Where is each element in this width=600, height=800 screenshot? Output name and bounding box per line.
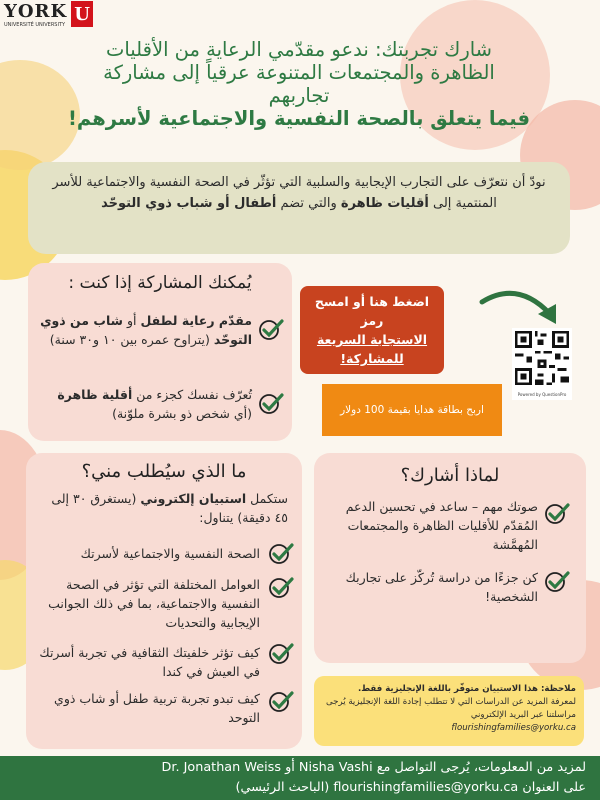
eligibility-bold: أقلية ظاهرة xyxy=(57,387,133,402)
eligibility-item xyxy=(38,311,252,349)
asks-text: ستكمل xyxy=(250,491,288,506)
eligibility-bold: مقدّم رعاية لطفل xyxy=(140,313,252,328)
contact-footer xyxy=(0,756,600,800)
why-item: كن جزءًا من دراسة تُركّز على تجاربك الشخصية! xyxy=(345,570,538,604)
why-heading: لماذا أشارك؟ xyxy=(400,465,500,486)
cta-line: رمز xyxy=(360,313,384,328)
language-note xyxy=(314,676,584,746)
intro-bold: أقليات ظاهرة xyxy=(340,196,429,211)
why-participate-card xyxy=(314,453,586,663)
intro-text: والتي تضم xyxy=(280,196,337,211)
page-title xyxy=(20,38,578,130)
check-icon xyxy=(258,393,284,415)
why-item: صوتك مهم – ساعد في تحسين الدعم المُقدّم للأقليات الظاهرة والمجتمعات المُهمَّشة xyxy=(345,499,538,552)
what-is-asked-card xyxy=(26,453,302,749)
eligibility-text: أو xyxy=(126,313,137,328)
arrow-icon xyxy=(478,284,568,334)
title-line: تجاربهم xyxy=(268,84,330,107)
asks-item: العوامل المختلفة التي تؤثر في الصحة النفسية والاجتماعية، بما في ذلك الجوانب الإيجابية والتحديات xyxy=(48,577,260,630)
qr-code-icon xyxy=(512,328,572,388)
logo-text: YORK xyxy=(4,0,68,22)
asks-intro xyxy=(36,489,288,527)
cta-line: الاستجابة السريعة xyxy=(316,332,428,347)
eligibility-card xyxy=(28,263,292,441)
asks-bold: استبيان إلكتروني xyxy=(140,491,247,506)
intro-text: نودّ أن نتعرّف على التجارب الإيجابية والسلبية التي تؤثّر في الصحة النفسية والاجتماعية للأسر المنتمية إلى xyxy=(52,175,546,211)
title-line: شارك تجربتك: ندعو مقدّمي الرعاية من الأقليات xyxy=(105,38,493,61)
eligibility-text: (يتراوح عمره بين ١٠ و٣٠ سنة) xyxy=(49,332,210,347)
eligibility-bold: شاب من ذوي التوحّد xyxy=(40,313,252,347)
title-line: فيما يتعلق بالصحة النفسية والاجتماعية لأسرهم! xyxy=(68,107,530,130)
note-text: لمعرفة المزيد عن الدراسات التي لا تتطلب إجادة اللغة الإنجليزية يُرجى مراسلتنا عبر البريد الإلكتروني xyxy=(325,697,576,720)
participate-link-button[interactable] xyxy=(300,286,444,374)
title-line: الظاهرة والمجتمعات المتنوعة عرقياً إلى مشاركة xyxy=(103,61,495,84)
intro-bold: أطفال أو شباب ذوي التوحّد xyxy=(101,196,277,211)
logo-subtext: UNIVERSITÉ UNIVERSITY xyxy=(4,21,66,28)
qr-caption: Powered by QuestionPro xyxy=(517,392,567,397)
check-icon xyxy=(258,319,284,341)
note-bold: ملاحظة: هذا الاستبيان متوفّر باللغة الإنجليزية فقط. xyxy=(357,684,576,694)
check-icon xyxy=(268,577,294,599)
york-logo xyxy=(4,0,114,28)
note-email-link[interactable]: flourishingfamilies@yorku.ca xyxy=(451,723,576,733)
footer-line: على العنوان flourishingfamilies@yorku.ca (الباحث الرئيسي) xyxy=(235,780,586,795)
eligibility-heading: يُمكنك المشاركة إذا كنت : xyxy=(68,273,252,293)
intro-box xyxy=(28,162,570,254)
eligibility-text: (أي شخص ذو بشرة ملوّنة) xyxy=(112,406,252,421)
asks-item: كيف تبدو تجربة تربية طفل أو شاب ذوي التوحد xyxy=(54,691,260,725)
asks-item: كيف تؤثر خلفيتك الثقافية في تجربة أسرتك في العيش في كندا xyxy=(39,645,260,679)
asks-heading: ما الذي سيُطلب مني؟ xyxy=(81,461,247,482)
asks-text: (يستغرق ٣٠ إلى ٤٥ دقيقة) يتناول: xyxy=(51,491,288,525)
check-icon xyxy=(268,543,294,565)
check-icon xyxy=(268,643,294,665)
eligibility-item xyxy=(38,385,252,423)
check-icon xyxy=(544,503,570,525)
check-icon xyxy=(268,691,294,713)
cta-line: اضغط هنا أو امسح xyxy=(314,294,430,309)
asks-item: الصحة النفسية والاجتماعية لأسرتك xyxy=(80,546,260,561)
check-icon xyxy=(544,571,570,593)
qr-code[interactable] xyxy=(512,328,572,400)
eligibility-text: تُعرّف نفسك كجزء من xyxy=(136,387,252,402)
logo-mark: U xyxy=(71,1,93,27)
gift-card-banner: اربح بطاقة هدايا بقيمة 100 دولار xyxy=(322,384,502,436)
cta-line: للمشاركة! xyxy=(340,351,404,366)
footer-line: لمزيد من المعلومات، يُرجى التواصل مع Nisha Vashi أو Dr. Jonathan Weiss xyxy=(161,760,586,775)
